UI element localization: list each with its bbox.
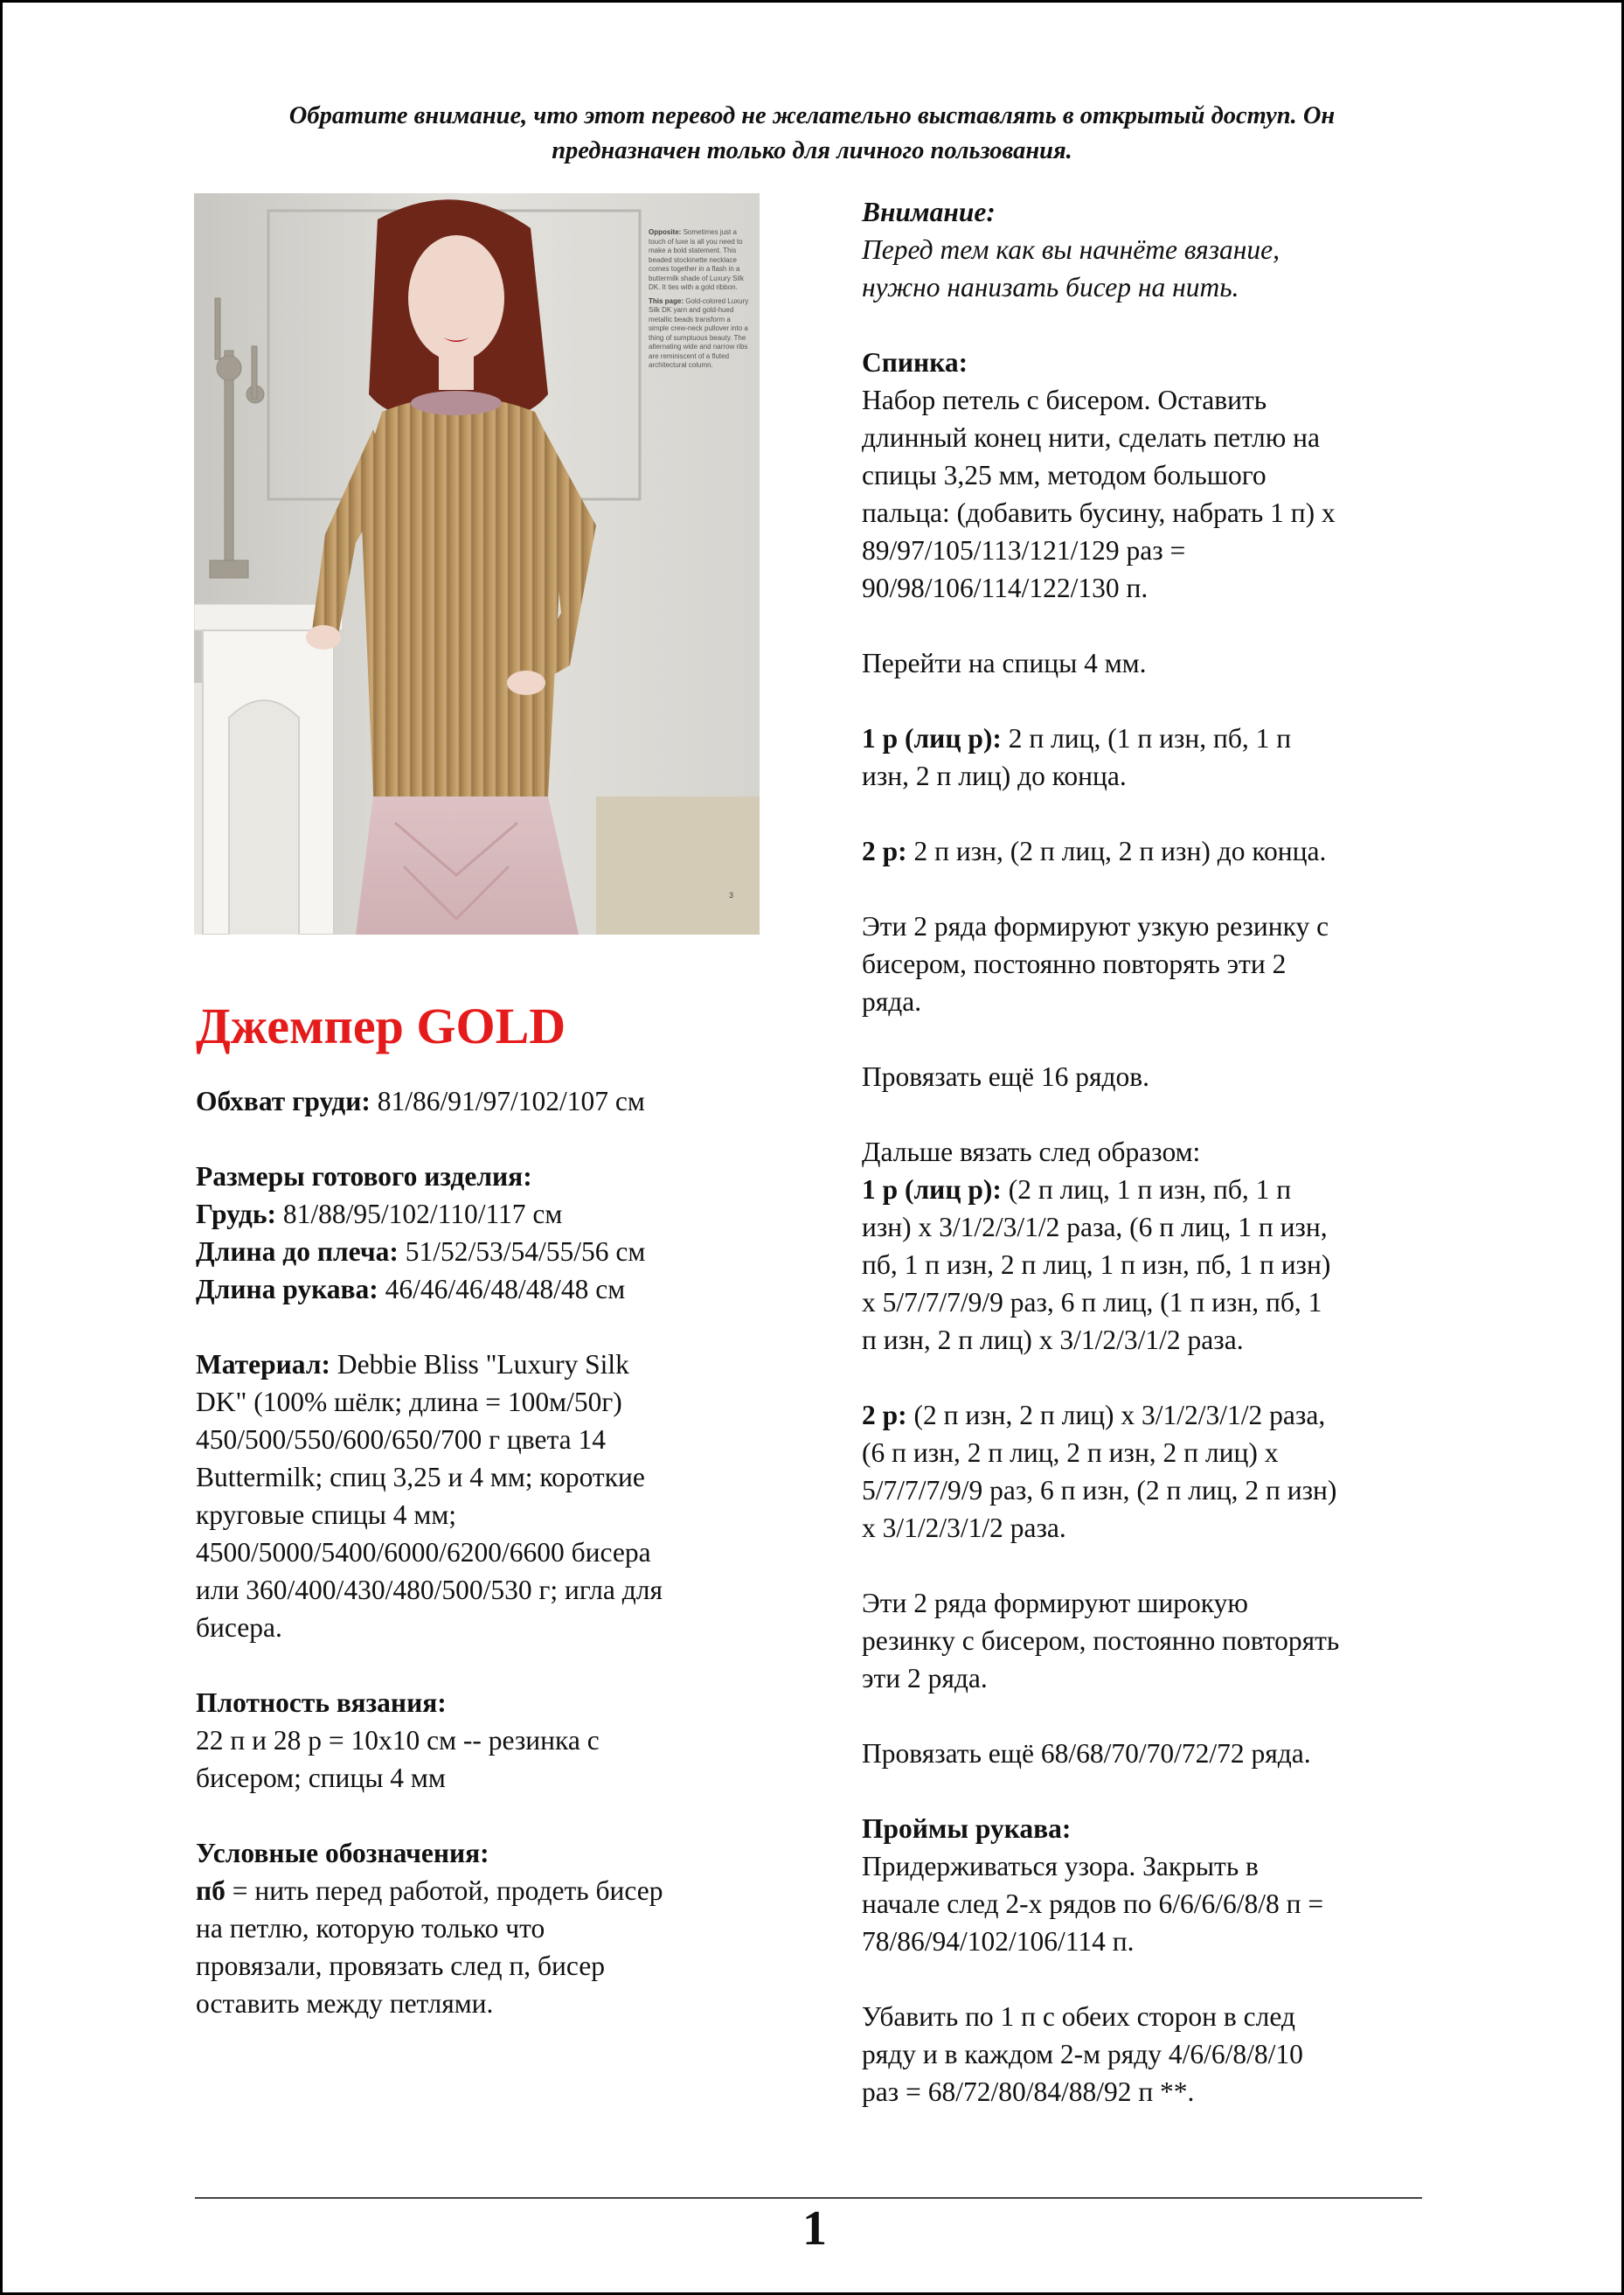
- armhole-section: [862, 1810, 1439, 1960]
- length-value: 51/52/53/54/55/56 см: [398, 1236, 646, 1267]
- back-line: длинный конец нити, сделать петлю на: [862, 422, 1320, 453]
- notice-line: предназначен только для личного пользования.: [552, 137, 1072, 164]
- material-line: DK" (100% шёлк; длина = 100м/50г): [196, 1387, 622, 1417]
- decrease-line: Убавить по 1 п с обеих сторон в след: [862, 2001, 1295, 2032]
- wide-line: эти 2 ряда.: [862, 1663, 988, 1693]
- armhole-line: Придерживаться узора. Закрыть в: [862, 1851, 1259, 1881]
- right-column: [862, 193, 1439, 2148]
- pattern-row1-line: изн) х 3/1/2/3/1/2 раза, (6 п лиц, 1 п изн,: [862, 1212, 1328, 1242]
- pattern-row1-label: 1 р (лиц р):: [862, 1174, 1002, 1205]
- bust-section: [196, 1082, 773, 1120]
- photo-page-number: 3: [729, 891, 734, 900]
- pattern-row1-line: х 5/7/7/7/9/9 раз, 6 п лиц, (1 п изн, пб, 1: [862, 1287, 1322, 1318]
- back-section: [862, 344, 1439, 607]
- sleeve-label: Длина рукава:: [196, 1274, 378, 1304]
- switch-needles: Перейти на спицы 4 мм.: [862, 648, 1147, 678]
- photo-caption: [649, 228, 749, 375]
- legend-text: = нить перед работой, продеть бисер: [225, 1875, 663, 1906]
- caption-text: Sometimes just a touch of luxe is all you need to make a bold statement. This beaded stockinette necklace comes together in a flash in a buttermilk shade of Luxury Silk DK. It ties with a gold ribbon.: [649, 228, 744, 291]
- caption-text: Gold-colored Luxury Silk DK yarn and gold-hued metallic beads transform a simple crew-neck pullover into a thing of sumptuous beauty. The alternating wide and narrow ribs are reminiscent of a fluted architectural column.: [649, 296, 749, 369]
- attention-heading: Внимание:: [862, 197, 996, 227]
- row1-text: 2 п лиц, (1 п изн, пб, 1 п: [1001, 723, 1292, 754]
- chest-value: 81/88/95/102/110/117 см: [276, 1199, 563, 1229]
- decrease-section: [862, 1998, 1439, 2111]
- material-line: бисера.: [196, 1612, 282, 1643]
- material-label: Материал:: [196, 1349, 330, 1380]
- chest-row: [196, 1195, 773, 1233]
- chest-label: Грудь:: [196, 1199, 277, 1229]
- legend-abbr: пб: [196, 1875, 226, 1906]
- material-line: круговые спицы 4 мм;: [196, 1499, 457, 1530]
- row2-section: [862, 832, 1439, 870]
- row1-line: изн, 2 п лиц) до конца.: [862, 761, 1127, 791]
- left-column: [196, 995, 773, 2060]
- pattern-row1-line: [862, 1171, 1439, 1208]
- bust-label: Обхват груди:: [196, 1086, 371, 1116]
- row1-line: [862, 720, 1439, 757]
- row2-label: 2 р:: [862, 836, 907, 866]
- narrow-line: бисером, постоянно повторять эти 2: [862, 949, 1287, 979]
- gauge-heading: Плотность вязания:: [196, 1687, 447, 1718]
- pattern-row1-line: пб, 1 п изн, 2 п лиц, 1 п изн, пб, 1 п изн): [862, 1249, 1331, 1280]
- wide-rib-section: [862, 1584, 1439, 1697]
- finished-sizes-section: [196, 1158, 773, 1308]
- pattern-row2-section: [862, 1396, 1439, 1547]
- gauge-line: 22 п и 28 р = 10х10 см -- резинка с: [196, 1725, 600, 1756]
- pattern-title: Джемпер GOLD: [196, 998, 566, 1054]
- armhole-line: 78/86/94/102/106/114 п.: [862, 1926, 1135, 1957]
- armhole-line: начале след 2-х рядов по 6/6/6/6/8/8 п =: [862, 1888, 1324, 1919]
- notice-line: Обратите внимание, что этот перевод не желательно выставлять в открытый доступ. Он: [288, 102, 1336, 129]
- gauge-section: [196, 1684, 773, 1797]
- narrow-line: Эти 2 ряда формируют узкую резинку с: [862, 911, 1329, 942]
- pattern-row2-text: (2 п изн, 2 п лиц) х 3/1/2/3/1/2 раза,: [906, 1400, 1326, 1430]
- sweater-photo: [194, 193, 760, 935]
- legend-heading: Условные обозначения:: [196, 1838, 489, 1868]
- material-line: Buttermilk; спиц 3,25 и 4 мм; короткие: [196, 1462, 645, 1492]
- pattern-section: [862, 1133, 1439, 1359]
- material-text: Debbie Bliss "Luxury Silk: [330, 1349, 629, 1380]
- sleeve-value: 46/46/46/48/48/48 см: [378, 1274, 626, 1304]
- abbreviations-section: [196, 1834, 773, 2022]
- pattern-row2-line: (6 п изн, 2 п лиц, 2 п изн, 2 п лиц) х: [862, 1437, 1279, 1468]
- row2-text: 2 п изн, (2 п лиц, 2 п изн) до конца.: [906, 836, 1327, 866]
- privacy-notice: [177, 99, 1447, 169]
- materials-section: [196, 1346, 773, 1646]
- wide-line: Эти 2 ряда формируют широкую: [862, 1588, 1248, 1618]
- further-line: Дальше вязать след образом:: [862, 1137, 1201, 1167]
- length-label: Длина до плеча:: [196, 1236, 399, 1267]
- back-line: 90/98/106/114/122/130 п.: [862, 573, 1149, 603]
- more-68-rows: Провязать ещё 68/68/70/70/72/72 ряда.: [862, 1738, 1311, 1769]
- back-line: спицы 3,25 мм, методом большого: [862, 460, 1267, 490]
- gauge-line: бисером; спицы 4 мм: [196, 1763, 446, 1793]
- material-line: или 360/400/430/480/500/530 г; игла для: [196, 1575, 663, 1605]
- pattern-row2-line: х 3/1/2/3/1/2 раза.: [862, 1513, 1066, 1543]
- legend-line: провязали, провязать след п, бисер: [196, 1951, 606, 1981]
- sleeve-row: [196, 1270, 773, 1308]
- legend-line: [196, 1872, 773, 1909]
- decrease-line: раз = 68/72/80/84/88/92 п **.: [862, 2076, 1195, 2107]
- pattern-row2-line: [862, 1396, 1439, 1434]
- attention-section: [862, 193, 1439, 306]
- back-line: Набор петель с бисером. Оставить: [862, 385, 1267, 415]
- legend-line: оставить между петлями.: [196, 1988, 494, 2019]
- pattern-row1-text: (2 п лиц, 1 п изн, пб, 1 п: [1001, 1174, 1292, 1205]
- caption-label: Opposite:: [649, 228, 682, 236]
- more-16-rows: Провязать ещё 16 рядов.: [862, 1061, 1150, 1092]
- attention-line: нужно нанизать бисер на нить.: [862, 272, 1239, 303]
- bust-value: 81/86/91/97/102/107 см: [370, 1086, 645, 1116]
- page-number: 1: [802, 2201, 827, 2256]
- pattern-row2-line: 5/7/7/7/9/9 раз, 6 п изн, (2 п лиц, 2 п изн): [862, 1475, 1337, 1506]
- row1-section: [862, 720, 1439, 795]
- length-row: [196, 1233, 773, 1270]
- pattern-row1-line: п изн, 2 п лиц) х 3/1/2/3/1/2 раза.: [862, 1325, 1244, 1355]
- legend-line: на петлю, которую только что: [196, 1913, 545, 1944]
- row1-label: 1 р (лиц р):: [862, 723, 1002, 754]
- material-line: 450/500/550/600/650/700 г цвета 14: [196, 1424, 606, 1455]
- back-heading: Спинка:: [862, 347, 968, 378]
- back-line: 89/97/105/113/121/129 раз =: [862, 535, 1186, 566]
- caption-label: This page:: [649, 296, 684, 305]
- narrow-rib-section: [862, 908, 1439, 1020]
- decrease-line: ряду и в каждом 2-м ряду 4/6/6/8/8/10: [862, 2039, 1303, 2069]
- sizes-heading: Размеры готового изделия:: [196, 1161, 532, 1192]
- wide-line: резинку с бисером, постоянно повторять: [862, 1625, 1340, 1656]
- attention-line: Перед тем как вы начнёте вязание,: [862, 234, 1280, 265]
- pattern-row2-label: 2 р:: [862, 1400, 907, 1430]
- armhole-heading: Проймы рукава:: [862, 1813, 1072, 1844]
- material-line: 4500/5000/5400/6000/6200/6600 бисера: [196, 1537, 651, 1568]
- material-line: [196, 1346, 773, 1383]
- back-line: пальца: (добавить бусину, набрать 1 п) х: [862, 497, 1336, 528]
- narrow-line: ряда.: [862, 986, 922, 1017]
